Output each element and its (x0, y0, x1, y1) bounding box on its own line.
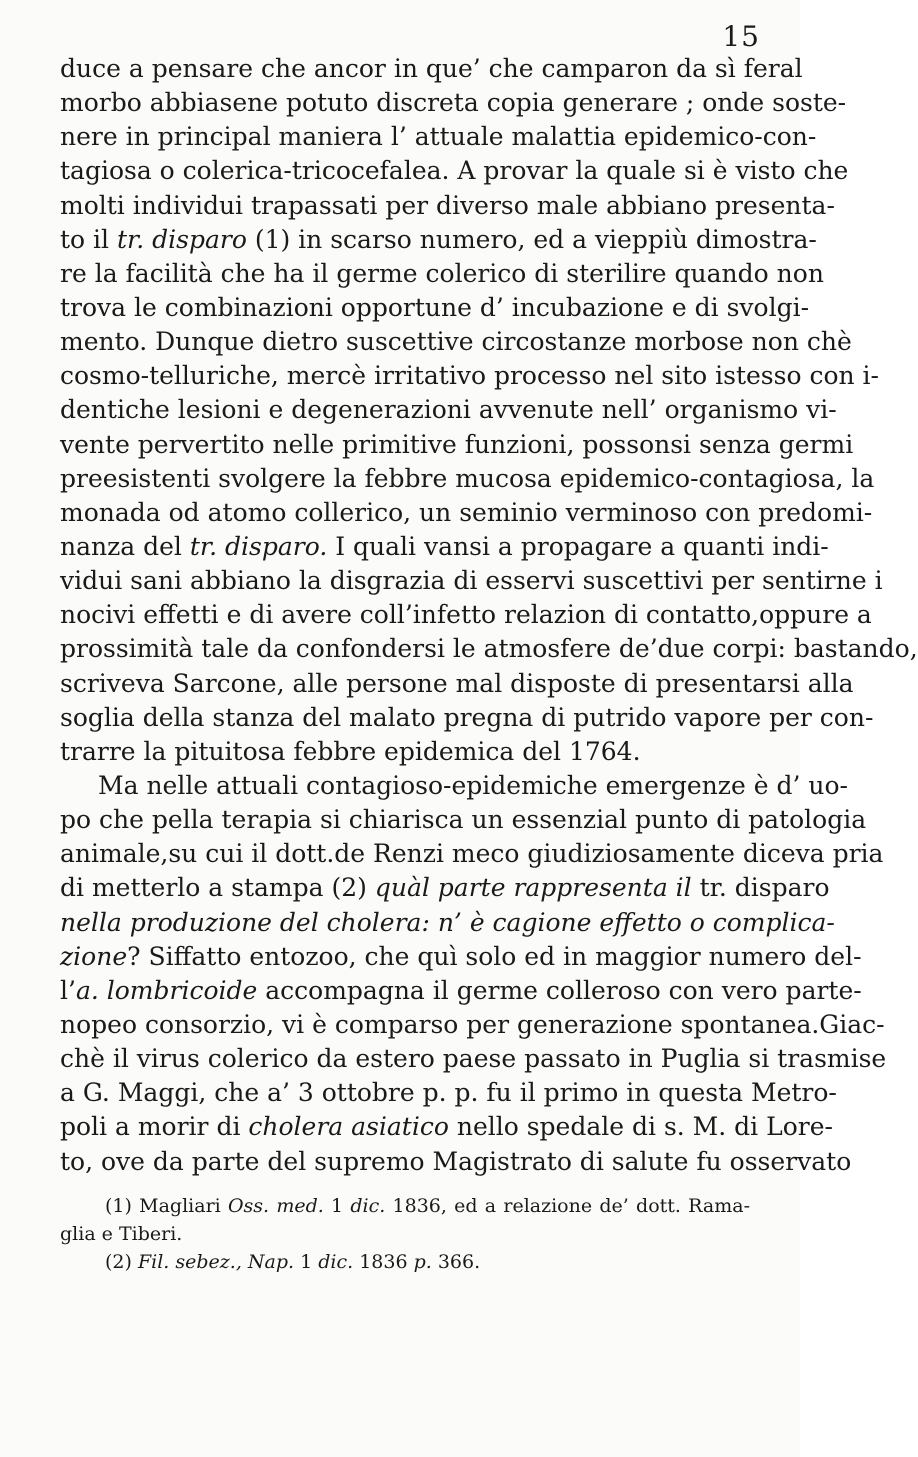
text-run: cosmo-telluriche, mercè irritativo processo nel sito istesso con i- (60, 361, 879, 391)
text-run: tr. disparo (691, 873, 830, 903)
footnote-line (60, 1220, 750, 1248)
italic-text: nella produzione del cholera: n’ è cagione effetto o complica- (60, 907, 835, 937)
text-line (60, 974, 862, 1008)
text-run: morbo abbiasene potuto discreta copia generare ; onde soste- (60, 88, 847, 118)
text-run: (1) Magliari (105, 1195, 228, 1217)
text-line (60, 223, 817, 257)
text-run: poli a morir di (60, 1112, 249, 1142)
text-line (60, 598, 872, 632)
text-run: nopeo consorzio, vi è comparso per generazione spontanea.Giac- (60, 1009, 885, 1039)
body-text (60, 52, 918, 1179)
text-run: (1) in scarso numero, ed a vieppiù dimostra- (246, 224, 817, 254)
text-line (60, 189, 835, 223)
text-line (60, 359, 879, 393)
text-line (60, 667, 854, 701)
text-line (60, 291, 810, 325)
text-run: chè il virus colerico da estero paese passato in Puglia si trasmise (60, 1044, 887, 1074)
text-line (60, 564, 883, 598)
text-line (60, 769, 848, 803)
text-run: dentiche lesioni e degenerazioni avvenute nell’ organismo vi- (60, 395, 837, 425)
text-line (60, 530, 829, 564)
text-run: mento. Dunque dietro suscettive circostanze morbose non chè (60, 327, 852, 357)
footnotes (60, 1192, 750, 1276)
text-line (60, 325, 852, 359)
text-run: nere in principal maniera l’ attuale malattia epidemico-con- (60, 122, 817, 152)
text-run: vidui sani abbiano la disgrazia di esservi suscettivi per sentirne i (60, 566, 883, 596)
text-line (60, 1110, 833, 1144)
text-run: nello spedale di s. M. di Lore- (448, 1112, 833, 1142)
text-run: duce a pensare che ancor in que’ che camparon da sì feral (60, 54, 803, 83)
text-run: scriveva Sarcone, alle persone mal disposte di presentarsi alla (60, 668, 854, 698)
italic-text: tr. disparo (116, 224, 247, 254)
text-line (60, 1008, 885, 1042)
text-line (60, 462, 875, 496)
text-run: l’ (60, 975, 76, 1005)
text-run: prossimità tale da confondersi le atmosfere de’due corpi: bastando, (60, 634, 918, 664)
text-run: I quali vansi a propagare a quanti indi- (327, 531, 829, 561)
italic-text: dic. (318, 1251, 354, 1273)
italic-text: zione (60, 941, 128, 971)
text-run: a G. Maggi, che a’ 3 ottobre p. p. fu il primo in questa Metro- (60, 1078, 837, 1108)
footnote-line (60, 1248, 750, 1276)
text-run: vente pervertito nelle primitive funzioni, possonsi senza germi (60, 429, 854, 459)
text-run: trarre la pituitosa febbre epidemica del 1764. (60, 736, 641, 766)
text-run: accompagna il germe colleroso con vero parte- (257, 975, 862, 1005)
text-run: tagiosa o colerica-tricocefalea. A provar la quale si è visto che (60, 156, 849, 186)
italic-text: tr. disparo. (189, 531, 328, 561)
italic-text: Fil. sebez., Nap. (137, 1251, 295, 1273)
text-run: soglia della stanza del malato pregna di putrido vapore per con- (60, 702, 874, 732)
text-run: preesistenti svolgere la febbre mucosa epidemico-contagiosa, la (60, 463, 875, 493)
text-run: animale,su cui il dott.de Renzi meco giudiziosamente diceva pria (60, 839, 884, 869)
text-line (60, 428, 854, 462)
text-line (60, 496, 873, 530)
text-line (60, 871, 830, 905)
text-run: to il (60, 224, 117, 254)
text-line (60, 393, 837, 427)
text-run: di metterlo a stampa (2) (60, 873, 375, 903)
text-line (60, 154, 849, 188)
italic-text: a. lombricoide (75, 975, 258, 1005)
text-run: nanza del (60, 531, 190, 561)
text-line (60, 837, 884, 871)
text-run: Ma nelle attuali contagioso-epidemiche emergenze è d’ uo- (98, 770, 848, 800)
text-run: monada od atomo collerico, un seminio verminoso con predomi- (60, 497, 873, 527)
text-line (60, 257, 824, 291)
text-run: 1836 (353, 1251, 414, 1273)
italic-text: Oss. med. (227, 1195, 324, 1217)
footnote-line (60, 1192, 750, 1220)
text-run: trova le combinazioni opportune d’ incubazione e di svolgi- (60, 292, 810, 322)
text-line (60, 803, 867, 837)
text-run: 1 (294, 1251, 319, 1273)
text-line (60, 1042, 887, 1076)
text-line (60, 1076, 837, 1110)
page-number: 15 (722, 20, 760, 53)
text-run: 1 (323, 1195, 351, 1217)
italic-text: quàl parte rappresenta il (374, 873, 692, 903)
text-line (60, 940, 862, 974)
text-run: (2) (105, 1251, 138, 1273)
text-run: po che pella terapia si chiarisca un essenzial punto di patologia (60, 805, 867, 835)
text-line (60, 906, 835, 940)
text-line (60, 52, 803, 86)
text-run: to, ove da parte del supremo Magistrato di salute fu osservato (60, 1146, 852, 1176)
text-line (60, 632, 918, 666)
text-run: ? Siffatto entozoo, che quì solo ed in maggior numero del- (127, 941, 862, 971)
text-run: glia e Tiberi. (60, 1223, 183, 1245)
text-run: 1836, ed a relazione de’ dott. Rama- (385, 1195, 751, 1217)
text-line (60, 701, 874, 735)
text-run: nocivi effetti e di avere coll’infetto relazion di contatto,oppure a (60, 600, 872, 630)
text-run: molti individui trapassati per diverso male abbiano presenta- (60, 190, 835, 220)
text-line (60, 735, 750, 769)
text-run: re la facilità che ha il germe colerico di sterilire quando non (60, 258, 824, 288)
italic-text: cholera asiatico (248, 1112, 449, 1142)
text-line (60, 1145, 852, 1179)
text-run: 366. (431, 1251, 481, 1273)
italic-text: dic. (350, 1195, 386, 1217)
text-line (60, 86, 847, 120)
text-line (60, 120, 817, 154)
italic-text: p. (413, 1251, 432, 1273)
